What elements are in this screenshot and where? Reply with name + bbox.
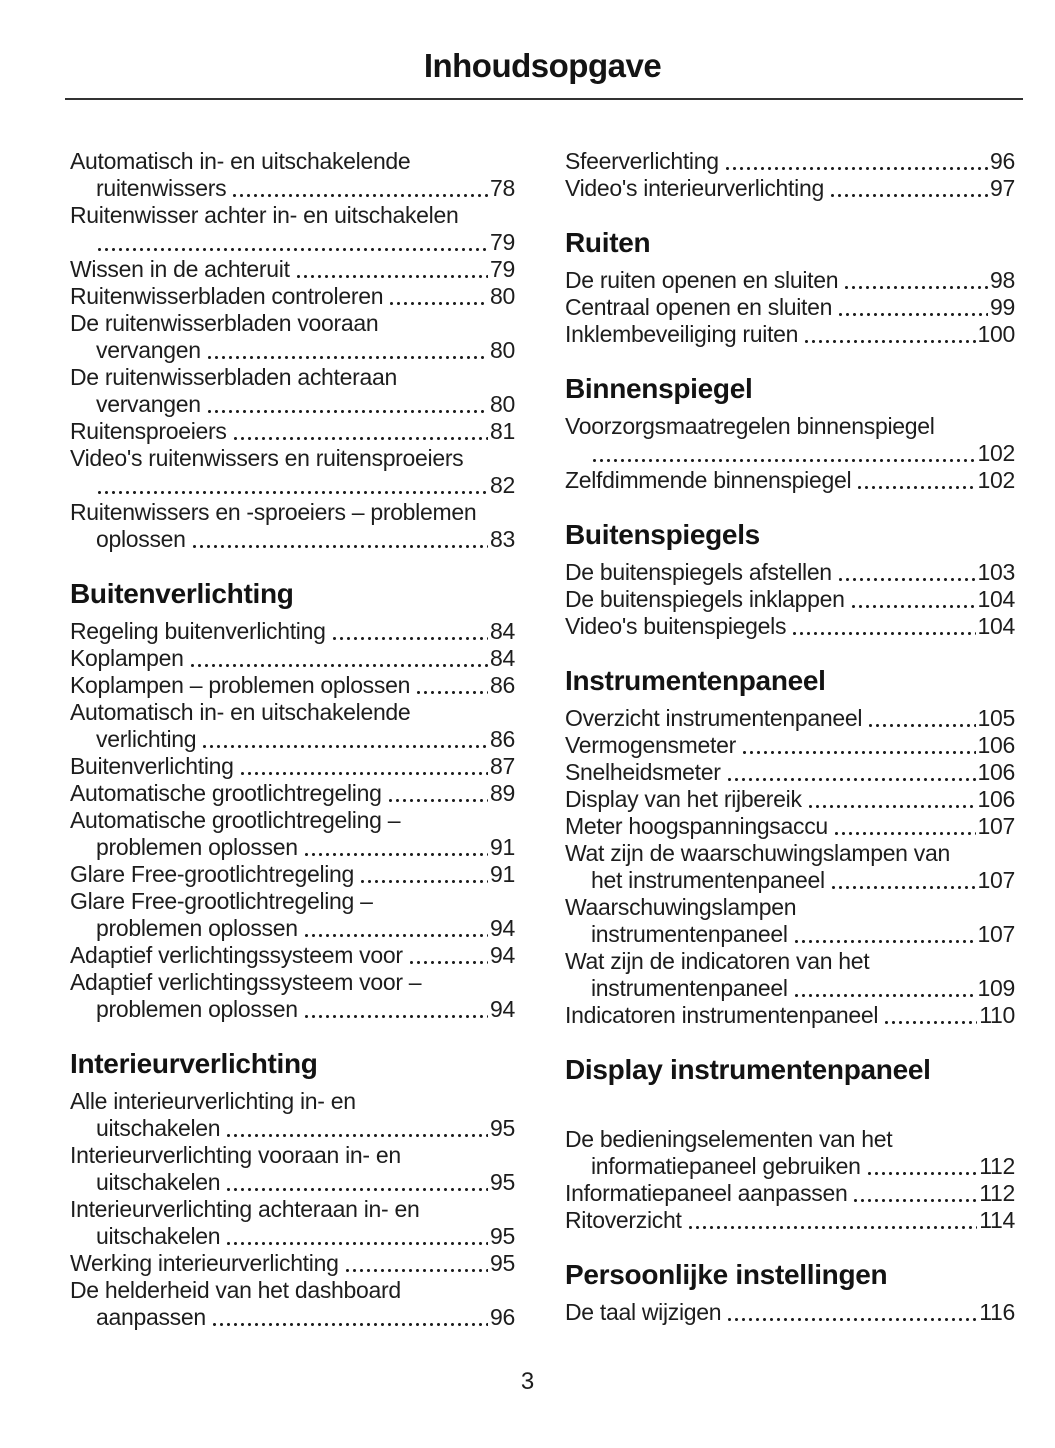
toc-entry-text: Centraal openen en sluiten [565,294,833,320]
toc-entry-page: 94 [490,996,515,1022]
toc-entry-leader [565,440,1015,467]
toc-entry-leader [70,526,515,553]
dot-leader [741,750,976,755]
toc-entry [70,364,515,418]
toc-entry-text: De buitenspiegels afstellen [565,559,832,585]
page-title: Inhoudsopgave [423,47,662,84]
toc-entry-text: Automatische grootlichtregeling [70,780,382,806]
toc-entry [565,148,1015,175]
dot-leader [883,1020,977,1025]
dot-leader [344,1268,488,1273]
toc-entry-page: 105 [977,705,1015,731]
section-heading: Binnenspiegel [565,373,753,404]
toc-entry [565,613,1015,640]
dot-leader [231,193,488,198]
toc-entry [565,294,1015,321]
toc-entry-text: informatiepaneel gebruiken [591,1153,861,1179]
toc-entry [70,645,515,672]
dot-leader [791,631,975,636]
dot-leader [388,301,488,306]
toc-entry-page: 91 [490,834,515,860]
toc-entry-leader [70,915,515,942]
toc-entry-leader [565,1153,1015,1180]
toc-entry-leader [70,391,515,418]
toc-entry-page: 78 [490,175,515,201]
dot-leader [687,1225,978,1230]
toc-entry-page: 107 [977,813,1015,839]
toc-entry-text: verlichting [96,726,197,752]
toc-entry-page: 89 [490,780,515,806]
dot-leader [837,312,988,317]
dot-leader [191,544,488,549]
section-heading: Instrumentenpaneel [565,665,826,696]
toc-entry-leader [565,294,1015,321]
toc-entry-text: uitschakelen [96,1115,221,1141]
toc-entry-page: 94 [490,915,515,941]
toc-entry-leader [565,867,1015,894]
toc-entry-leader [565,321,1015,348]
toc-entry [565,586,1015,613]
toc-entry-text: problemen oplossen [96,834,298,860]
toc-entry [565,1126,1015,1180]
toc-entry [565,732,1015,759]
toc-entry [565,948,1015,1002]
toc-entry [70,618,515,645]
toc-entry [70,888,515,942]
toc-entry-page: 94 [490,942,515,968]
toc-entry-text: Informatiepaneel aanpassen [565,1180,848,1206]
dot-leader [331,636,488,641]
toc-entry-page: 99 [990,294,1015,320]
toc-entry-leader [565,467,1015,494]
toc-entry [565,813,1015,840]
toc-entry [70,1196,515,1250]
toc-entry-leader [565,705,1015,732]
toc-entry-text: Sfeerverlichting [565,148,719,174]
toc-entry-page: 95 [490,1115,515,1141]
toc-entry-page: 95 [490,1169,515,1195]
toc-entry-text: Wissen in de achteruit [70,256,290,282]
toc-entry-page: 86 [490,726,515,752]
toc-entry-text: Zelfdimmende binnenspiegel [565,467,852,493]
toc-entry-leader [70,861,515,888]
toc-entry [565,1180,1015,1207]
toc-entry-page: 84 [490,618,515,644]
dot-leader [303,933,488,938]
toc-entry [70,1277,515,1331]
dot-leader [843,285,988,290]
toc-entry-leader [565,759,1015,786]
toc-entry-text: instrumentenpaneel [591,921,788,947]
toc-entry [70,202,515,256]
toc-entry-page: 87 [490,753,515,779]
dot-leader [96,247,488,252]
dot-leader [867,723,975,728]
toc-entry-leader [70,1169,515,1196]
toc-entry-leader [565,921,1015,948]
toc-entry-leader [70,229,515,256]
toc-entry-page: 81 [490,418,515,444]
toc-entry-text: Display van het rijbereik [565,786,802,812]
toc-entry-leader [70,472,515,499]
toc-entry [70,942,515,969]
toc-entry-page: 86 [490,672,515,698]
toc-entry-page: 80 [490,283,515,309]
toc-entry-text: oplossen [96,526,186,552]
dot-leader [211,1322,488,1327]
toc-entry-text: Automatisch in- en uitschakelende [70,699,411,725]
toc-entry-leader [70,1223,515,1250]
toc-entry-page: 112 [979,1180,1015,1206]
dot-leader [829,193,988,198]
toc-entry-text: Video's interieurverlichting [565,175,824,201]
toc-entry-page: 106 [977,786,1015,812]
toc-entry [70,1142,515,1196]
dot-leader [295,274,488,279]
toc-entry-page: 95 [490,1250,515,1276]
toc-columns [70,148,1015,1331]
toc-entry-page: 91 [490,861,515,887]
toc-entry-text: De buitenspiegels inklappen [565,586,845,612]
toc-entry-leader [70,942,515,969]
dot-leader [591,458,976,463]
toc-entry-page: 83 [490,526,515,552]
toc-entry-text: Video's ruitenwissers en ruitensproeiers [70,445,464,471]
toc-entry-text: Vermogensmeter [565,732,736,758]
toc-entry-page: 112 [979,1153,1015,1179]
toc-entry [565,175,1015,202]
toc-entry-page: 116 [979,1299,1015,1325]
toc-entry [565,705,1015,732]
toc-entry-leader [70,726,515,753]
toc-entry-leader [565,786,1015,813]
toc-entry [70,148,515,202]
toc-entry-text: Video's buitenspiegels [565,613,787,639]
toc-entry-text: Koplampen – problemen oplossen [70,672,411,698]
toc-entry-text: vervangen [96,391,201,417]
dot-leader [225,1241,488,1246]
toc-entry-text: problemen oplossen [96,996,298,1022]
toc-entry-leader [565,732,1015,759]
toc-entry-text: Ruitenwissers en -sproeiers – problemen [70,499,477,525]
toc-entry-text: Indicatoren instrumentenpaneel [565,1002,879,1028]
dot-leader [850,604,976,609]
toc-entry-text: De helderheid van het dashboard [70,1277,401,1303]
dot-leader [96,490,488,495]
toc-entry-leader [70,337,515,364]
toc-entry-page: 80 [490,391,515,417]
toc-entry-page: 82 [490,472,515,498]
section-heading: Persoonlijke instellingen [565,1259,888,1290]
toc-entry-leader [565,813,1015,840]
toc-entry-page: 110 [979,1002,1015,1028]
toc-entry [70,445,515,499]
dot-leader [726,777,976,782]
toc-entry [565,786,1015,813]
toc-entry [70,969,515,1023]
toc-entry-leader [70,256,515,283]
dot-leader [856,485,975,490]
toc-entry [565,413,1015,467]
toc-entry-page: 79 [490,229,515,255]
toc-entry-text: aanpassen [96,1304,206,1330]
toc-entry [70,753,515,780]
toc-entry-page: 97 [990,175,1015,201]
toc-entry-text: Werking interieurverlichting [70,1250,339,1276]
header-divider [65,98,1023,100]
toc-entry [565,321,1015,348]
toc-entry-text: De taal wijzigen [565,1299,722,1325]
toc-entry-leader [565,1002,1015,1029]
toc-entry-page: 104 [977,613,1015,639]
toc-entry-leader [70,645,515,672]
toc-entry-text: Snelheidsmeter [565,759,721,785]
dot-leader [726,1317,977,1322]
toc-entry-text: Adaptief verlichtingssysteem voor – [70,969,422,995]
toc-entry-text: Voorzorgsmaatregelen binnenspiegel [565,413,935,439]
dot-leader [837,577,976,582]
toc-entry [70,861,515,888]
toc-entry-leader [70,1250,515,1277]
toc-entry-text: Ritoverzicht [565,1207,682,1233]
toc-entry-text: problemen oplossen [96,915,298,941]
dot-leader [303,1014,488,1019]
toc-entry-text: instrumentenpaneel [591,975,788,1001]
toc-entry-leader [565,586,1015,613]
toc-entry-page: 96 [990,148,1015,174]
toc-entry-text: Interieurverlichting achteraan in- en [70,1196,420,1222]
toc-entry-text: Ruitenwisserbladen controleren [70,283,384,309]
dot-leader [225,1187,488,1192]
toc-entry-leader [565,1207,1015,1234]
toc-entry [70,418,515,445]
toc-entry-leader [565,1180,1015,1207]
toc-entry [70,780,515,807]
dot-leader [303,852,488,857]
toc-entry-text: Overzicht instrumentenpaneel [565,705,863,731]
toc-entry [70,1250,515,1277]
toc-entry-page: 114 [979,1207,1015,1233]
dot-leader [724,166,988,171]
toc-entry-text: Inklembeveiliging ruiten [565,321,799,347]
dot-leader [206,355,488,360]
toc-entry-text: Wat zijn de waarschuwingslampen van [565,840,950,866]
toc-entry-leader [565,613,1015,640]
toc-entry [565,840,1015,894]
toc-entry-page: 106 [977,732,1015,758]
toc-entry-leader [565,1299,1015,1326]
toc-entry-text: uitschakelen [96,1223,221,1249]
toc-entry-leader [565,975,1015,1002]
toc-entry [70,672,515,699]
dot-leader [359,879,488,884]
toc-entry-leader [565,559,1015,586]
toc-entry-page: 107 [977,867,1015,893]
toc-entry-leader [70,175,515,202]
toc-entry-page: 95 [490,1223,515,1249]
toc-entry-page: 103 [977,559,1015,585]
toc-entry-page: 84 [490,645,515,671]
toc-entry [565,1002,1015,1029]
toc-entry-leader [70,834,515,861]
toc-entry-text: het instrumentenpaneel [591,867,825,893]
toc-entry-leader [70,780,515,807]
toc-entry-leader [70,753,515,780]
toc-entry-leader [70,1115,515,1142]
toc-entry [70,256,515,283]
section-heading: Buitenverlichting [70,578,294,609]
toc-entry-page: 98 [990,267,1015,293]
toc-entry-text: De ruiten openen en sluiten [565,267,839,293]
toc-entry-text: Glare Free-grootlichtregeling [70,861,355,887]
toc-column-right [565,148,1015,1331]
dot-leader [415,690,488,695]
toc-entry-text: Waarschuwingslampen [565,894,797,920]
toc-entry-text: Regeling buitenverlichting [70,618,326,644]
toc-entry-text: Interieurverlichting vooraan in- en [70,1142,401,1168]
toc-entry-leader [70,1304,515,1331]
toc-entry [565,467,1015,494]
dot-leader [201,744,488,749]
toc-entry-page: 109 [977,975,1015,1001]
toc-entry-page: 79 [490,256,515,282]
section-heading: Interieurverlichting [70,1048,318,1079]
dot-leader [232,436,488,441]
toc-entry-text: Koplampen [70,645,184,671]
toc-entry-text: Buitenverlichting [70,753,234,779]
dot-leader [830,885,976,890]
dot-leader [408,960,488,965]
toc-entry-page: 80 [490,337,515,363]
toc-entry-page: 102 [977,467,1015,493]
toc-entry-page: 106 [977,759,1015,785]
toc-entry-page: 100 [977,321,1015,347]
toc-entry-text: Wat zijn de indicatoren van het [565,948,870,974]
toc-entry-text: Ruitensproeiers [70,418,227,444]
dot-leader [852,1198,977,1203]
toc-entry-leader [565,148,1015,175]
toc-entry [70,1088,515,1142]
toc-entry-text: Automatische grootlichtregeling – [70,807,401,833]
section-heading: Ruiten [565,227,651,258]
toc-entry [565,559,1015,586]
dot-leader [225,1133,488,1138]
toc-entry [70,699,515,753]
section-heading: Buitenspiegels [565,519,760,550]
dot-leader [866,1171,978,1176]
toc-entry [70,310,515,364]
toc-entry-text: uitschakelen [96,1169,221,1195]
toc-entry-text: Meter hoogspanningsaccu [565,813,828,839]
toc-entry-text: Ruitenwisser achter in- en uitschakelen [70,202,459,228]
toc-entry-text: De ruitenwisserbladen achteraan [70,364,397,390]
toc-entry [70,807,515,861]
page-number: 3 [520,1368,535,1395]
dot-leader [206,409,488,414]
dot-leader [239,771,488,776]
dot-leader [807,804,976,809]
toc-entry-text: De bedieningselementen van het [565,1126,893,1152]
section-heading: Display instrumentenpaneel [565,1054,931,1085]
toc-entry-text: De ruitenwisserbladen vooraan [70,310,379,336]
toc-entry-leader [70,672,515,699]
dot-leader [387,798,488,803]
toc-entry-leader [70,996,515,1023]
toc-entry [565,1299,1015,1326]
toc-entry-leader [70,283,515,310]
toc-entry-text: vervangen [96,337,201,363]
toc-entry [565,894,1015,948]
toc-entry-leader [70,418,515,445]
toc-entry-page: 102 [977,440,1015,466]
toc-column-left [70,148,515,1331]
toc-entry [70,283,515,310]
toc-entry-text: Adaptief verlichtingssysteem voor [70,942,403,968]
toc-entry-page: 96 [490,1304,515,1330]
toc-entry-text: Automatisch in- en uitschakelende [70,148,411,174]
toc-entry-text: Alle interieurverlichting in- en [70,1088,356,1114]
dot-leader [793,939,976,944]
dot-leader [833,831,976,836]
page-footer [0,1368,1055,1396]
toc-entry-leader [70,618,515,645]
toc-entry-leader [565,175,1015,202]
toc-entry [70,499,515,553]
toc-entry-page: 107 [977,921,1015,947]
toc-entry-text: ruitenwissers [96,175,227,201]
dot-leader [793,993,976,998]
toc-entry [565,1207,1015,1234]
toc-entry-page: 104 [977,586,1015,612]
toc-entry [565,267,1015,294]
toc-entry [565,759,1015,786]
toc-entry-text: Glare Free-grootlichtregeling – [70,888,373,914]
toc-entry-leader [565,267,1015,294]
page-header [70,46,1015,100]
dot-leader [803,339,975,344]
dot-leader [189,663,488,668]
